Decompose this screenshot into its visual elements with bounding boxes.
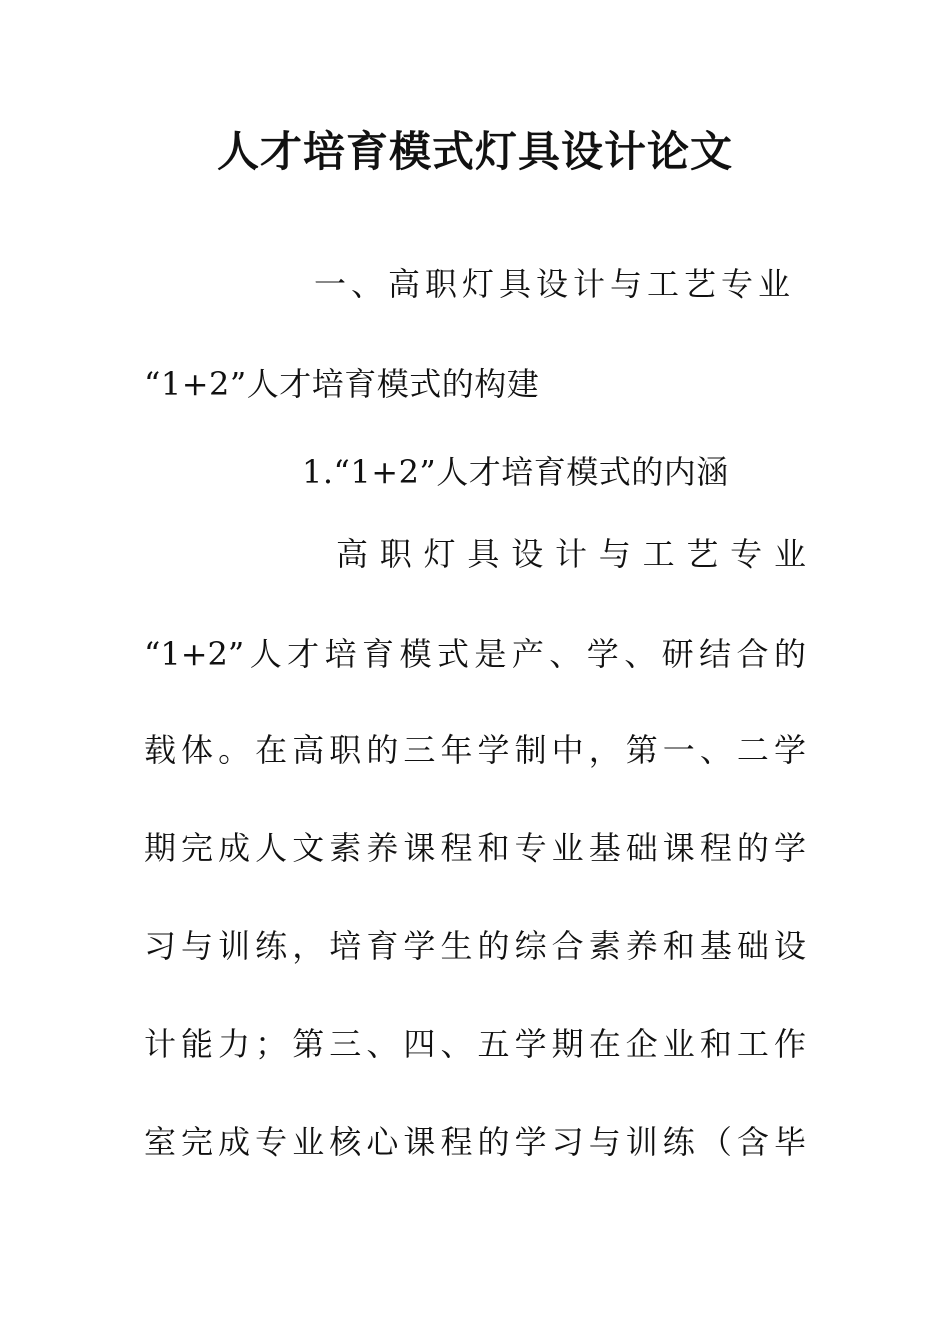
paragraph-line: 期完成人文素养课程和专业基础课程的学 bbox=[144, 829, 806, 867]
paragraph-line: 载体。在高职的三年学制中，第一、二学 bbox=[144, 731, 806, 769]
paragraph-char: 业 bbox=[773, 535, 806, 573]
paragraph-line: 室完成专业核心课程的学习与训练（含毕 bbox=[144, 1123, 806, 1161]
paragraph-char: 专 bbox=[730, 535, 763, 573]
paragraph-line: “1+2”人才培育模式是产、学、研结合的 bbox=[144, 635, 806, 673]
paragraph-line: 习与训练，培育学生的综合素养和基础设 bbox=[144, 927, 806, 965]
subsection-heading: 1.“1+2”人才培育模式的内涵 bbox=[302, 453, 729, 491]
paragraph-char: 工 bbox=[642, 535, 675, 573]
paragraph-char: 灯 bbox=[423, 535, 456, 573]
paragraph-first-line bbox=[336, 532, 806, 576]
paragraph-char: 高 bbox=[336, 535, 369, 573]
section-heading-line-1: 一、高职灯具设计与工艺专业 bbox=[314, 265, 796, 303]
document-title: 人才培育模式灯具设计论文 bbox=[216, 127, 733, 176]
paragraph-char: 具 bbox=[467, 535, 500, 573]
section-heading-line-2: “1+2”人才培育模式的构建 bbox=[144, 365, 540, 403]
paragraph-char: 艺 bbox=[686, 535, 719, 573]
paragraph-line: 计能力；第三、四、五学期在企业和工作 bbox=[144, 1025, 806, 1063]
paragraph-char: 职 bbox=[379, 535, 412, 573]
paragraph-char: 与 bbox=[598, 535, 631, 573]
paragraph-char: 计 bbox=[554, 535, 587, 573]
paragraph-char: 设 bbox=[511, 535, 544, 573]
